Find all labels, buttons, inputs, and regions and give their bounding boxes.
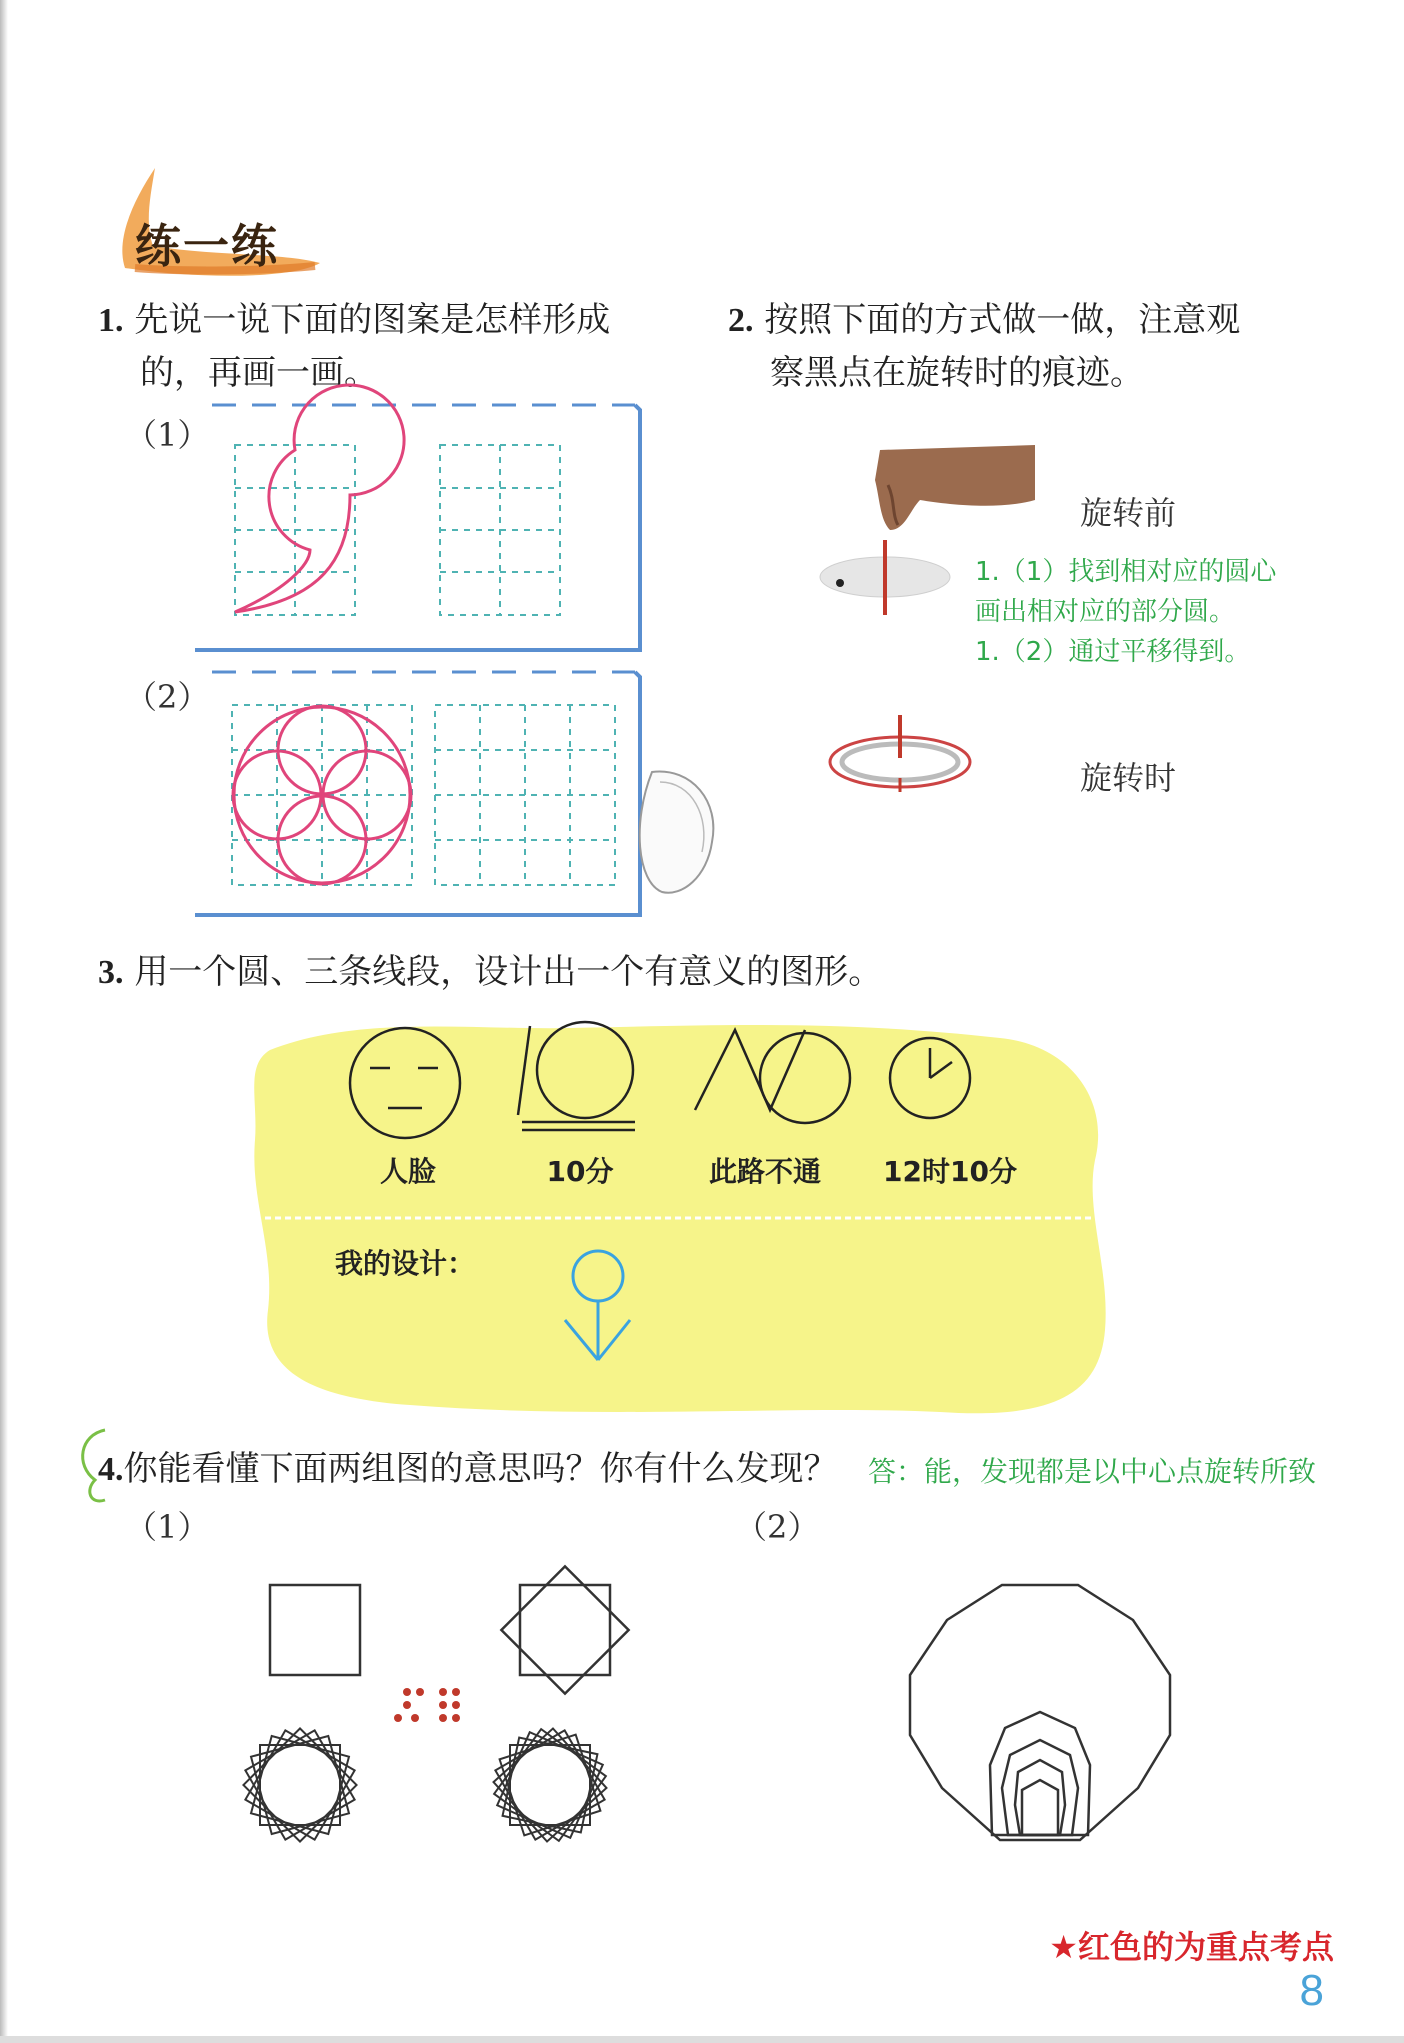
during-rotation-label: 旋转时 [1080,759,1177,797]
hand-icon [875,445,1035,530]
q1-line1 [98,293,610,348]
square-figure [270,1585,360,1675]
q3-line [98,945,882,1000]
comma-shape [235,385,404,612]
grid-right-2 [435,705,615,885]
design-board [240,1010,1120,1430]
q1-sub1-label: （1） [125,416,210,454]
q4-line [98,1442,838,1497]
example-label-no-entry: 此路不通 [708,1155,821,1188]
q1-text-line1: 先说一说下面的图案是怎样形成 [134,300,611,340]
q2-answer-line3: 1.（2）通过平移得到。 [975,637,1251,667]
q2-answer-line2: 画出相对应的部分圆。 [975,597,1236,627]
q2-number: 2. [728,302,754,339]
dots-arrow-icon [394,1688,460,1722]
page-number: 8 [1299,1966,1324,2015]
rotation-group-2 [890,1580,1190,1860]
q2-text-line2: 察黑点在旋转时的痕迹。 [770,353,1144,393]
stamp-seal-icon [632,762,722,902]
rotated-squares-left [243,1728,356,1841]
q1-text-line2: 的，再画一画。 [140,353,378,393]
q4-sub2-label: （2） [735,1508,820,1546]
q4-number: 4. [98,1451,124,1488]
grid-left-1 [235,445,355,615]
section-heading: 练一练 [135,219,279,273]
my-design-label: 我的设计： [335,1247,476,1280]
q4-sub1-label: （1） [125,1508,210,1546]
q1-number: 1. [98,302,124,339]
grid-right-1 [440,445,560,615]
q3-text: 用一个圆、三条线段，设计出一个有意义的图形。 [134,952,883,992]
q3-number: 3. [98,954,124,991]
black-dot-icon [836,579,844,587]
example-label-ten-minutes: 10分 [546,1155,614,1188]
q2-answer-line1: 1.（1）找到相对应的圆心 [975,557,1277,587]
q2-line1 [728,293,1240,348]
q2-text-line1: 按照下面的方式做一做，注意观 [764,300,1241,340]
page-left-edge [0,0,8,2043]
page-bottom-edge [0,2036,1404,2043]
q1-drawing-panels [190,400,650,920]
example-label-face: 人脸 [379,1155,436,1188]
rotated-squares-right [494,1729,607,1842]
q4-answer: 答：能，发现都是以中心点旋转所致 [868,1455,1317,1488]
before-rotation-label: 旋转前 [1080,494,1177,532]
rotation-group-1 [230,1570,650,1870]
q4-text: 你能看懂下面两组图的意思吗？你有什么发现？ [123,1449,838,1489]
example-label-clock: 12时10分 [883,1155,1017,1188]
key-points-note: ★红色的为重点考点 [1049,1928,1334,1966]
q1-sub2-label: （2） [125,678,210,716]
